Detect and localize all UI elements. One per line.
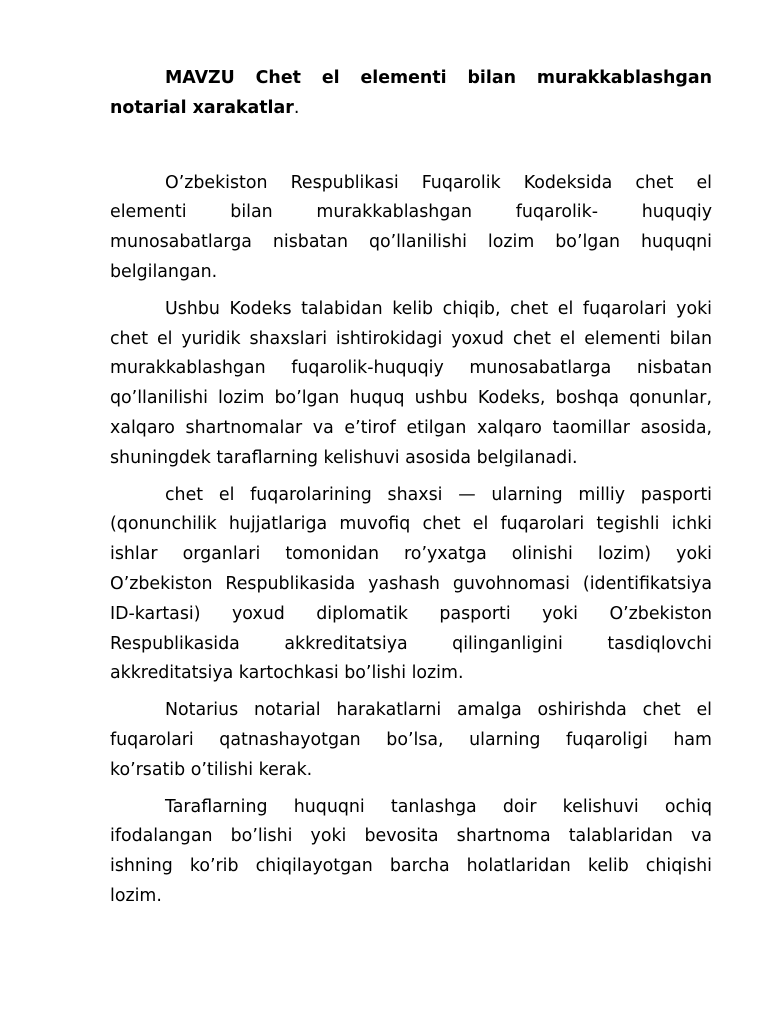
document-body bbox=[110, 64, 712, 912]
paragraph-line: belgilangan. bbox=[110, 261, 218, 282]
paragraph-line: shuningdek taraflarning kelishuvi asosida belgilanadi. bbox=[110, 447, 578, 468]
paragraph-line: Taraflarning huquqni tanlashga doir kelishuvi ochiq bbox=[165, 796, 712, 817]
paragraph-line: qo’llanilishi lozim bo’lgan huquq ushbu Kodeks, boshqa qonunlar, bbox=[110, 388, 712, 409]
paragraph-line: xalqaro shartnomalar va e’tirof etilgan xalqaro taomillar asosida, bbox=[110, 417, 712, 438]
paragraph-line: ishning ko’rib chiqilayotgan barcha holatlaridan kelib chiqishi bbox=[110, 856, 712, 877]
paragraph-line: fuqarolari qatnashayotgan bo’lsa, ularning fuqaroligi ham bbox=[110, 729, 712, 750]
paragraph-line: chet el fuqarolarining shaxsi — ularning milliy pasporti bbox=[165, 484, 712, 505]
title-period: . bbox=[293, 97, 300, 118]
paragraph-line: Notarius notarial harakatlarni amalga oshirishda chet el bbox=[165, 700, 712, 721]
paragraph-line: ID-kartasi) yoxud diplomatik pasporti yoki O’zbekiston bbox=[110, 603, 712, 624]
paragraph-line: O’zbekiston Respublikasi Fuqarolik Kodeksida chet el bbox=[165, 172, 712, 193]
paragraph-line: munosabatlarga nisbatan qo’llanilishi lozim bo’lgan huquqni bbox=[110, 232, 712, 253]
body-paragraph bbox=[110, 169, 712, 288]
body-paragraph bbox=[110, 295, 712, 474]
paragraph-line: Ushbu Kodeks talabidan kelib chiqib, chet el fuqarolari yoki bbox=[165, 298, 712, 319]
body-paragraph bbox=[110, 793, 712, 912]
paragraph-line: ifodalangan bo’lishi yoki bevosita shartnoma talablaridan va bbox=[110, 826, 712, 847]
paragraph-line: akkreditatsiya kartochkasi bo’lishi lozim. bbox=[110, 663, 464, 684]
title-line bbox=[110, 94, 712, 124]
paragraph-line: O’zbekiston Respublikasida yashash guvohnomasi (identifikatsiya bbox=[110, 573, 712, 594]
paragraph-line: elementi bilan murakkablashgan fuqarolik- huquqiy bbox=[110, 202, 712, 223]
paragraph-line: chet el yuridik shaxslari ishtirokidagi yoxud chet el elementi bilan bbox=[110, 328, 712, 349]
body-paragraph bbox=[110, 696, 712, 785]
paragraph-line: lozim. bbox=[110, 885, 162, 906]
paragraph-line: murakkablashgan fuqarolik-huquqiy munosabatlarga nisbatan bbox=[110, 358, 712, 379]
paragraph-line: Respublikasida akkreditatsiya qilinganligini tasdiqlovchi bbox=[110, 633, 712, 654]
document-title bbox=[110, 64, 712, 124]
title-line-text: notarial xarakatlar bbox=[110, 97, 294, 118]
paragraph-line: ishlar organlari tomonidan ro’yxatga olinishi lozim) yoki bbox=[110, 544, 712, 565]
paragraph-line: (qonunchilik hujjatlariga muvofiq chet el fuqarolari tegishli ichki bbox=[110, 514, 712, 535]
body-paragraph bbox=[110, 481, 712, 690]
paragraph-line: ko’rsatib o’tilishi kerak. bbox=[110, 759, 313, 780]
title-line: MAVZU Chet el elementi bilan murakkablashgan bbox=[165, 68, 712, 88]
